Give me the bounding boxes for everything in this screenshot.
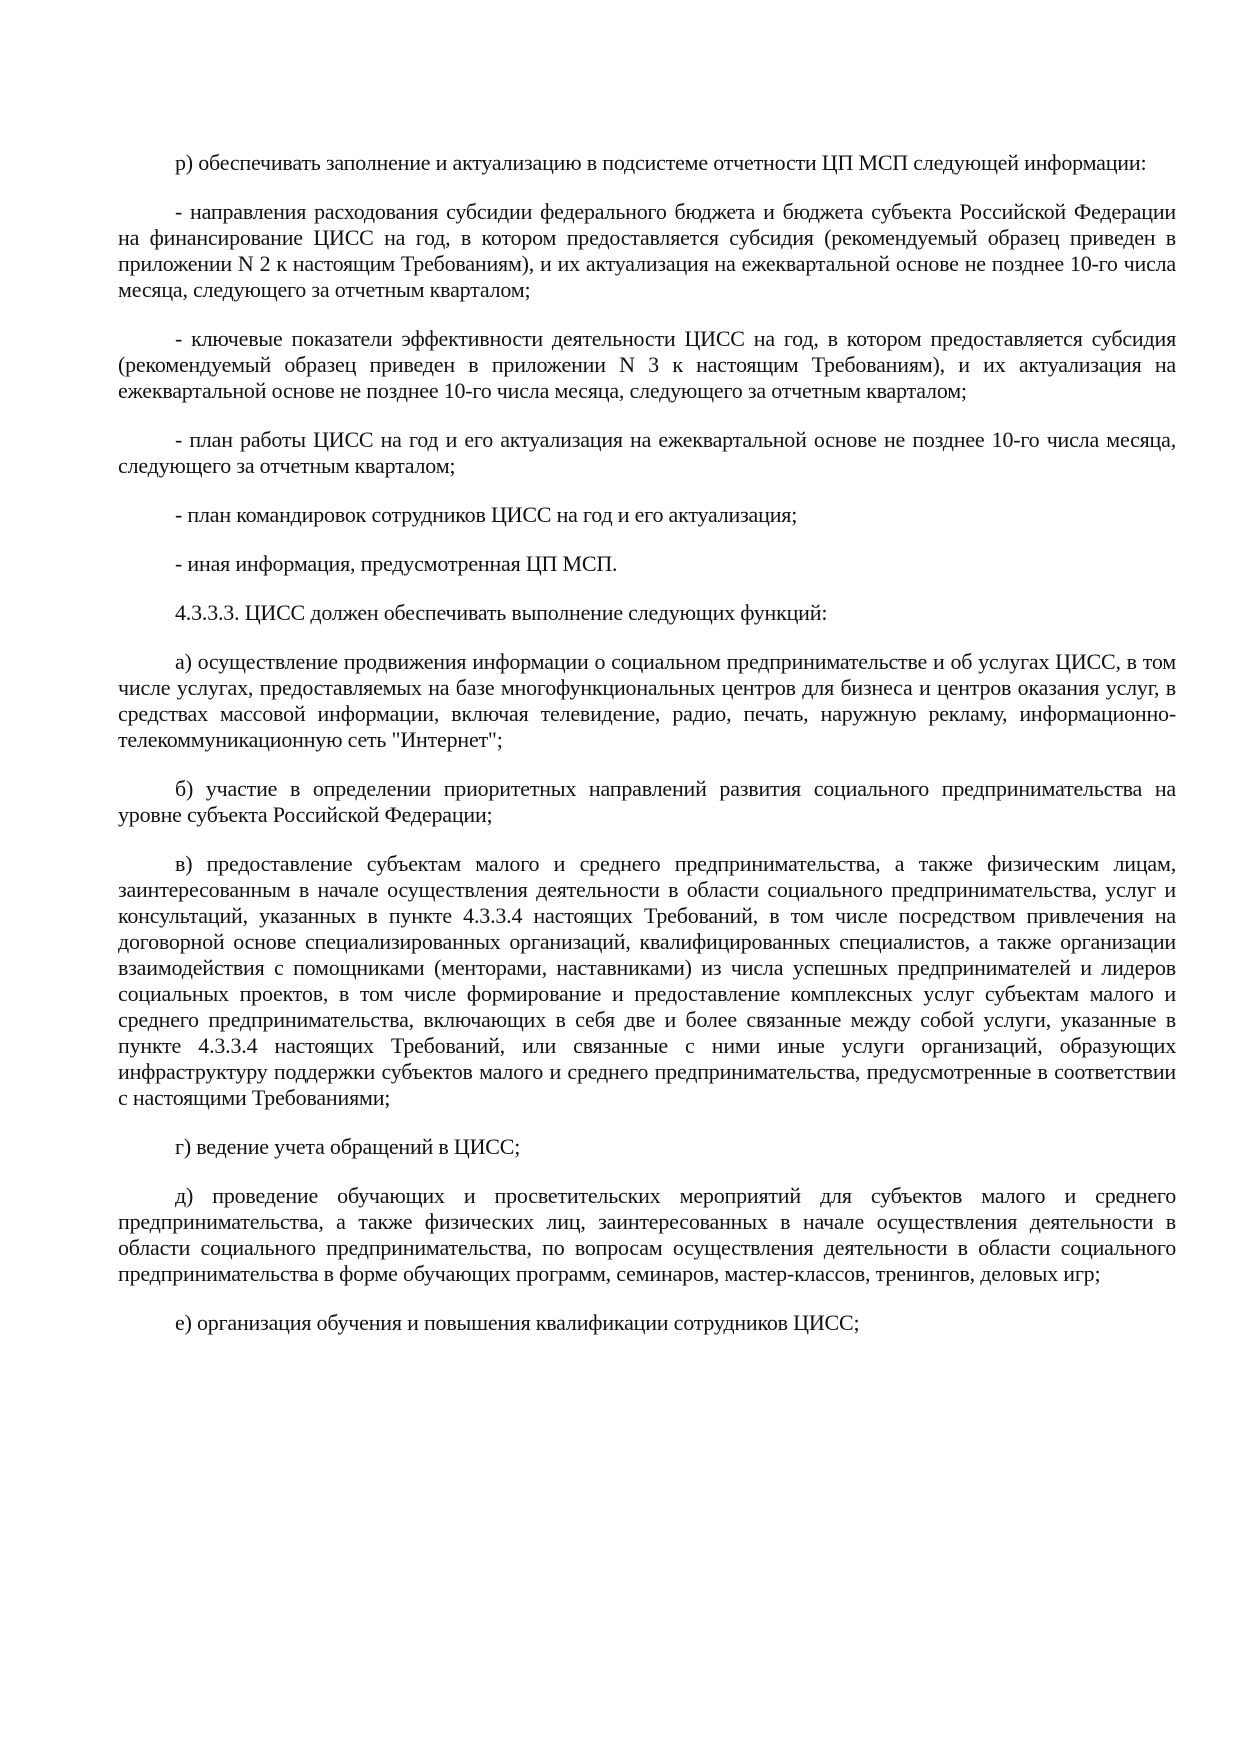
paragraph-other-info: - иная информация, предусмотренная ЦП МСП.	[175, 551, 618, 576]
paragraph-key-indicators: - ключевые показатели эффективности деятельности ЦИСС на год, в котором предоставляется субсидия (рекомендуемый образец приведен в приложении N 3 к настоящим Требованиям), и их актуализация на ежеквартальной основе не позднее 10-го числа месяца, следующего за отчетным кварталом;	[118, 326, 1176, 403]
section-heading-4-3-3-3: 4.3.3.3. ЦИСС должен обеспечивать выполнение следующих функций:	[175, 600, 828, 625]
paragraph-d: д) проведение обучающих и просветительских мероприятий для субъектов малого и среднего предпринимательства, а также физических лиц, заинтересованных в начале осуществления деятельности в области социального предпринимательства, по вопросам осуществления деятельности в области социального предпринимательства в форме обучающих программ, семинаров, мастер-классов, тренингов, деловых игр;	[118, 1183, 1176, 1286]
paragraph-r: р) обеспечивать заполнение и актуализацию в подсистеме отчетности ЦП МСП следующей информации:	[175, 150, 1147, 175]
document-page	[118, 150, 1176, 1359]
paragraph-b: б) участие в определении приоритетных направлений развития социального предпринимательства на уровне субъекта Российской Федерации;	[118, 776, 1176, 827]
paragraph-a: а) осуществление продвижения информации о социальном предпринимательстве и об услугах ЦИСС, в том числе услугах, предоставляемых на базе многофункциональных центров для бизнеса и центров оказания услуг, в средствах массовой информации, включая телевидение, радио, печать, наружную рекламу, информационно-телекоммуникационную сеть "Интернет";	[118, 649, 1176, 752]
paragraph-business-trips: - план командировок сотрудников ЦИСС на год и его актуализация;	[175, 502, 798, 527]
paragraph-v: в) предоставление субъектам малого и среднего предпринимательства, а также физическим лицам, заинтересованным в начале осуществления деятельности в области социального предпринимательства, услуг и консультаций, указанных в пункте 4.3.3.4 настоящих Требований, в том числе посредством привлечения на договорной основе специализированных организаций, квалифицированных специалистов, а также организации взаимодействия с помощниками (менторами, наставниками) из числа успешных предпринимателей и лидеров социальных проектов, в том числе формирование и предоставление комплексных услуг субъектам малого и среднего предпринимательства, включающих в себя две и более связанные между собой услуги, указанные в пункте 4.3.3.4 настоящих Требований, или связанные с ними иные услуги организаций, образующих инфраструктуру поддержки субъектов малого и среднего предпринимательства, предусмотренные в соответствии с настоящими Требованиями;	[118, 851, 1176, 1110]
paragraph-e: е) организация обучения и повышения квалификации сотрудников ЦИСС;	[175, 1310, 860, 1335]
paragraph-g: г) ведение учета обращений в ЦИСС;	[175, 1134, 521, 1159]
paragraph-work-plan: - план работы ЦИСС на год и его актуализация на ежеквартальной основе не позднее 10-го числа месяца, следующего за отчетным кварталом;	[118, 427, 1176, 478]
paragraph-subsidy-directions: - направления расходования субсидии федерального бюджета и бюджета субъекта Российской Федерации на финансирование ЦИСС на год, в котором предоставляется субсидия (рекомендуемый образец приведен в приложении N 2 к настоящим Требованиям), и их актуализация на ежеквартальной основе не позднее 10-го числа месяца, следующего за отчетным кварталом;	[118, 199, 1176, 302]
